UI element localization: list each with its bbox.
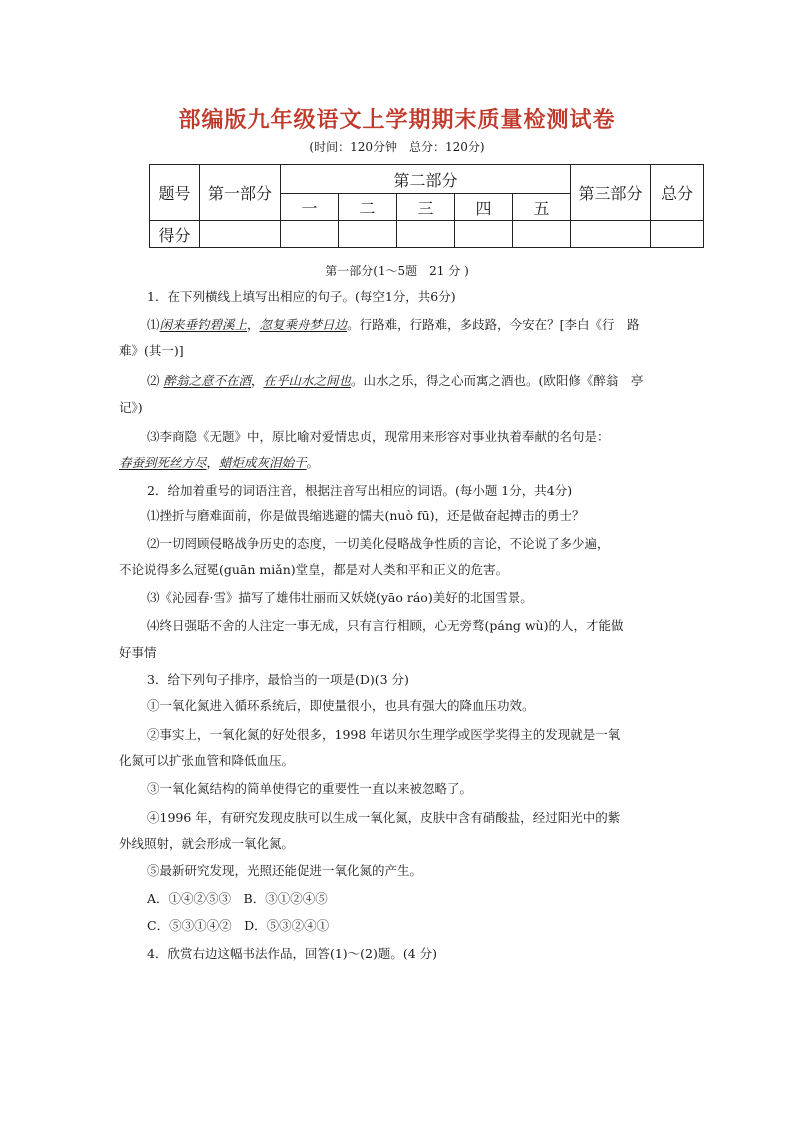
q3-sentence-3: ③一氧化氮结构的简单使得它的重要性一直以来被忽略了。	[147, 781, 473, 796]
q2-item-4: ⑷终日强聒不舍的人注定一事无成，只有言行相顾，心无旁骛(páng wù)的人，才能做	[147, 618, 624, 633]
q2-item-1: ⑴挫折与磨难面前，你是做畏缩逃避的懦夫(nuò fū)，还是做奋起搏击的勇士？	[147, 508, 585, 523]
q1-answer-4: 在乎山水之间也	[263, 373, 352, 388]
q1-item-1-line2: 难》(其一)]	[119, 343, 184, 358]
q2-item-2: ⑵一切罔顾侵略战争历史的态度，一切美化侵略战争性质的言论，不论说了多少遍，	[147, 536, 610, 551]
score-table-sub-4: 四	[455, 194, 513, 221]
score-cell	[571, 221, 651, 248]
q1-item-1	[147, 317, 639, 333]
q3-sentence-4-line2: 外线照射，就会形成一氧化氮。	[119, 836, 295, 851]
score-table-part2: 第二部分	[281, 165, 571, 194]
q1-answer-5: 春蚕到死丝方尽	[119, 455, 207, 470]
q1-sep: ，	[251, 373, 264, 388]
q1-item-2-rest: 。山水之乐，得之心而寓之酒也。(欧阳修《醉翁 亭	[351, 373, 644, 388]
q1-answer-6: 蜡炬成灰泪始干	[219, 455, 307, 470]
q3-stem: 3．给下列句子排序，最恰当的一项是(D)(3 分)	[147, 672, 409, 687]
q3-options-cd: C．⑤③①④② D．⑤③②④①	[147, 918, 330, 933]
q3-sentence-5: ⑤最新研究发现，光照还能促进一氧化氮的产生。	[147, 863, 423, 878]
q1-answer-3: 醉翁之意不在酒	[163, 373, 251, 388]
score-table-total: 总分	[651, 165, 704, 221]
q1-item-2	[147, 373, 643, 389]
score-table-part1: 第一部分	[200, 165, 281, 221]
q1-item-2-number: ⑵	[147, 373, 164, 388]
q2-item-3: ⑶《沁园春·雪》描写了雄伟壮丽而又妖娆(yāo ráo)美好的北国雪景。	[147, 590, 533, 605]
q1-item-3-line2	[119, 455, 319, 471]
score-cell	[455, 221, 513, 248]
score-table-defen: 得分	[150, 221, 200, 248]
q1-answer-1: 闲来垂钓碧溪上	[159, 317, 248, 332]
score-cell	[651, 221, 704, 248]
score-table	[149, 164, 704, 248]
page-title: 部编版九年级语文上学期期末质量检测试卷	[178, 108, 616, 133]
q4-stem: 4．欣赏右边这幅书法作品，回答(1)～(2)题。(4 分)	[147, 946, 438, 961]
score-cell	[281, 221, 339, 248]
q3-options-ab: A．①④②⑤③ B．③①②④⑤	[147, 891, 328, 906]
score-cell	[200, 221, 281, 248]
q1-sep: ，	[247, 317, 260, 332]
score-table-sub-3: 三	[397, 194, 455, 221]
score-table-part3: 第三部分	[571, 165, 651, 221]
q1-stem: 1．在下列横线上填写出相应的句子。(每空1分，共6分)	[147, 289, 456, 304]
score-table-sub-5: 五	[513, 194, 571, 221]
q2-item-4-line2: 好事情	[119, 645, 157, 660]
score-cell	[513, 221, 571, 248]
exam-time-and-score: (时间：120分钟 总分：120分)	[309, 140, 485, 154]
q2-stem: 2．给加着重号的词语注音，根据注音写出相应的词语。(每小题 1分，共4分)	[147, 483, 573, 498]
q1-item-1-number: ⑴	[147, 317, 160, 332]
score-table-tihao: 题号	[150, 165, 200, 221]
q3-sentence-4: ④1996 年，有研究发现皮肤可以生成一氧化氮，皮肤中含有硝酸盐，经过阳光中的紫	[147, 810, 621, 825]
q2-item-2-line2: 不论说得多么冠冕(guān miǎn)堂皇，都是对人类和平和正义的危害。	[119, 562, 509, 577]
score-cell	[397, 221, 455, 248]
score-cell	[339, 221, 397, 248]
score-table-sub-1: 一	[281, 194, 339, 221]
section1-heading: 第一部分(1～5题 21 分 )	[325, 264, 469, 278]
score-table-sub-2: 二	[339, 194, 397, 221]
q1-sep: ，	[206, 455, 220, 470]
q1-item-3: ⑶李商隐《无题》中，原比喻对爱情忠贞，现常用来形容对事业执着奉献的名句是：	[147, 429, 610, 444]
q3-sentence-1: ①一氧化氮进入循环系统后，即使量很小，也具有强大的降血压功效。	[147, 698, 535, 713]
q1-end: 。	[306, 455, 320, 470]
q3-sentence-2-line2: 化氮可以扩张血管和降低血压。	[119, 753, 295, 768]
q1-item-2-line2: 记》)	[119, 400, 143, 415]
q3-sentence-2: ②事实上，一氧化氮的好处很多，1998 年诺贝尔生理学或医学奖得主的发现就是一氧	[147, 727, 621, 742]
q1-item-1-rest: 。行路难，行路难，多歧路，今安在？[李白《行 路	[347, 317, 640, 332]
q1-answer-2: 忽复乘舟梦日边	[259, 317, 348, 332]
